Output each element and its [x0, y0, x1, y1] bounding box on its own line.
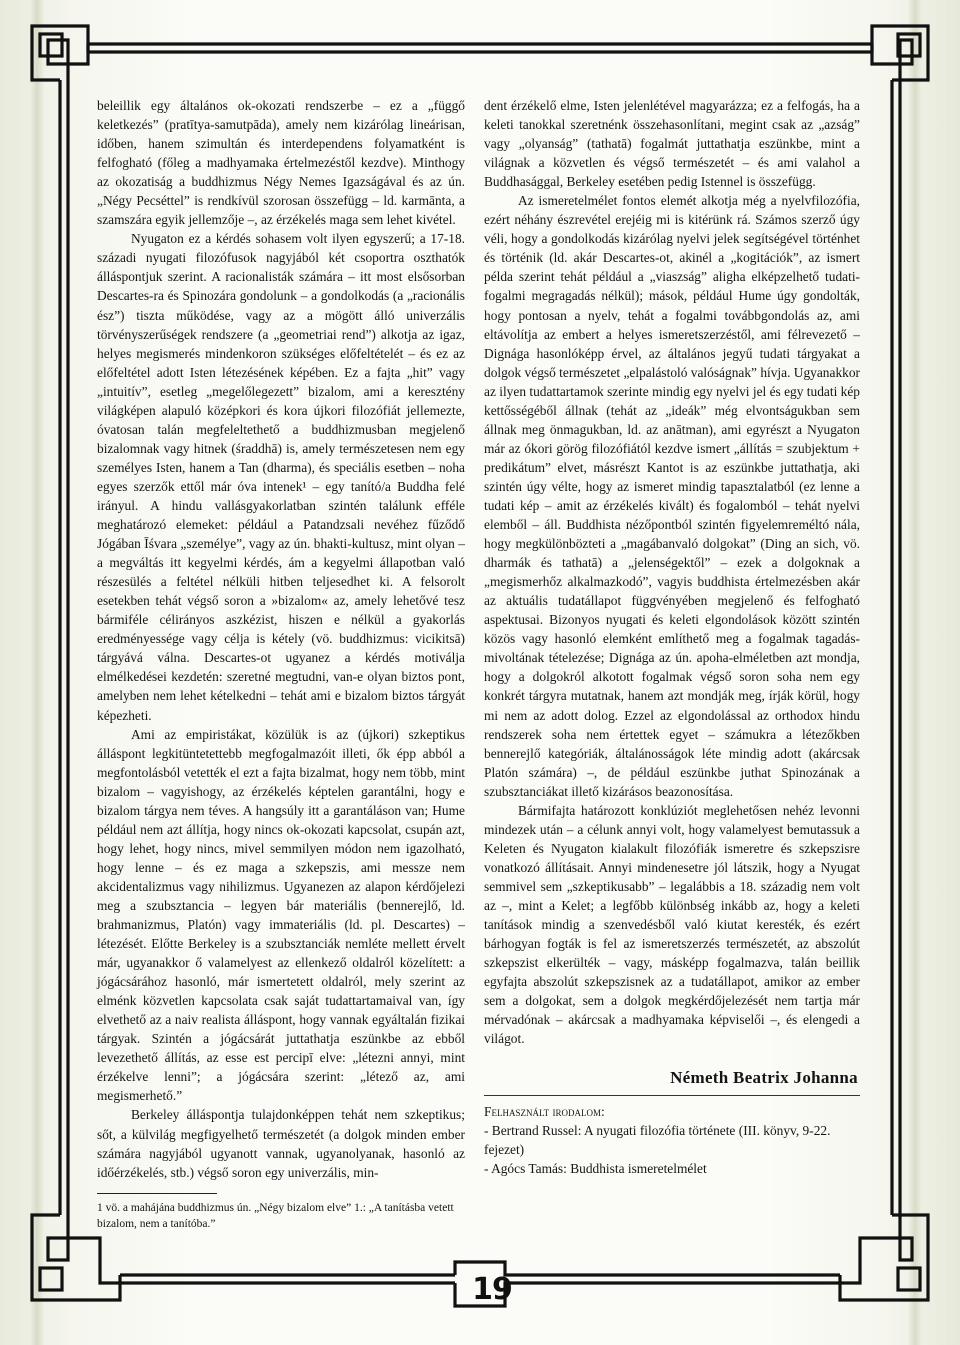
- literature-item: - Agócs Tamás: Buddhista ismeretelmélet: [484, 1161, 707, 1177]
- right-column: [484, 96, 860, 1178]
- left-paragraph-4: Berkeley álláspontja tulajdonképpen tehát nem szkeptikus; sőt, a külvilág megfigyelhető természetét (a dolgok minden ember számára nagyjából ugyanott vannak, ugyanolyanak, hasonló az időérzékelés, stb.) végső soron egy univerzális, min-: [97, 1107, 465, 1180]
- footnote: 1 vö. a mahájána buddhizmus ún. „Négy bizalom elve” 1.: „A tanításba vetett bizalom, nem a tanítóba.”: [97, 1202, 454, 1230]
- page-number: 19: [472, 1272, 512, 1307]
- left-paragraph-1: beleillik egy általános ok-okozati rendszerbe – ez a „függő keletkezés” (pratītya-samutpāda), amely nem kizárólag lineárisan, időben, hanem szimultán és interdependens folyamatként is felfogható (főleg a madhyamaka értelmezéstől kezdve). Minthogy az okozatiság a buddhizmus Négy Nemes Igazságával és az ún. „Négy Pecséttel” is rendkívül szorosan összefügg – ld. karmānta, a szamszára egyik jellemzője –, az érzékelés maga sem lehet kivétel.: [97, 98, 465, 228]
- literature-item: - Bertrand Russel: A nyugati filozófia története (III. könyv, 9-22. fejezet): [484, 1123, 831, 1158]
- left-paragraph-3: Ami az empiristákat, közülük is az (újkori) szkeptikus álláspont legkitüntetettebb megfogalmazóit illeti, ők épp abból a megfontolásból vetették el ezt a fajta bizalmat, hogy nem több, mint bizalom – vagyishogy, az érzékelés képtelen garantálni, hogy e bizalom tárgya nem téves. A hangsúly itt a garantáláson van; Hume például nem azt állítja, hogy nincs ok-okozati kapcsolat, csupán azt, hogy lehet, hogy nincs, mivel semmilyen módon nem igazolható, hogy lenne – és ez maga a szkepszis, ami messze nem akcidentalizmus vagy nihilizmus. Ugyanezen az alapon kérdőjelezi meg a szubsztancia – legyen bár materiális (bennerejlő, ld. brahmanizmus, Platón) vagy immateriális (ld. pl. Descartes) – létezését. Előtte Berkeley is a szubsztanciák nemléte mellett érvelt már, ugyanakkor ő valamelyest az ellenkező oldalról közelített: a jógácsárához hasonló, már ismertetett oldalról, mely szerint az elménk közvetlen kapcsolata csak saját tudattartamaival van, így elvethető az a naiv realista álláspont, hogy vannak egyáltalán fizikai tárgyak. Szintén a jógácsárát juttathatja eszünkbe az ebből levezethető állítás, az esse est percipī elve: „létezni annyi, mint érzékelve lenni”; a jógácsára szerint: „létező az, ami megismerhető.”: [97, 726, 465, 1104]
- footnote-rule: [97, 1193, 217, 1194]
- right-paragraph-2: Az ismeretelmélet fontos elemét alkotja még a nyelvfilozófia, ezért néhány észrevétel erejéig mi is kitérünk rá. Számos szerző úgy véli, hogy a gondolkodás kizárólag nyelvi jelek segítségével történhet és történik (ld. akár Descartes-ot, akinél a „kogitációk”, az ismert példa szerint tehát például a „viaszság” aligha elképzelhető tudati-fogalmi megragadás nélkül); mások, például Hume úgy gondolták, hogy pontosan a nyelv, tehát a fogalmi továbbgondolás az, ami eltávolítja az embert a helyes ismeretszerzéstől, ami félrevezető – Dignága hasonlóképp érvel, az általános jegyű tudati tárgyakat a dolgok végső természetet „elpalástoló valóságnak” hívja. Ugyanakkor az ilyen tudattartamok szerinte mindig egy nyelvi jel és egy tudati kép kettősségéből állnak (tehát az „ideák” még elvontságukban sem állnak meg önmagukban, ld. az anātman), ami egyrészt a Nyugaton már az ókori görög filozófiától kezdve ismert „állítás = szubjektum + predikátum” elvet, másrészt Kantot is az eszünkbe juttathatja, aki szintén úgy vélte, hogy az ismeret mindig tapasztalatból (ez lenne a tudati kép – amit az érzékelés kivált) és fogalomból – tehát nyelvi elemből – áll. Buddhista nézőpontból szintén figyelemreméltó nála, hogy megkülönbözteti a „magábanvaló dolgokat” (Ding an sich, vö. dharmák és tathatā) a „jelenségektől” – ezek a dolgoknak a „megismerhőz alkalmazkodó”, vagyis buddhista értelmezésben akár az aktuális tudatállapot függvényében megjelenő és felfogható aspektusai. Bizonyos nyugati és keleti elgondolások között szintén közös vagy hasonló elemként említhető meg a fogalmak tagadás-mivoltának tételezése; Dignága az ún. apoha-elméletben azt mondja, hogy a dolgokról alkotott fogalmak végső soron soha nem egy konkrét tárgyra mutatnak, hanem azt mondják meg, írják körül, hogy mi nem az adott dolog. Ezzel az elgondolással az orthodox hindu rendszerek soha nem értettek egyet – számukra a létezőkben bennerejlő kategóriák, általánosságok léte mindig adott (akárcsak Platón számára) –, de például eszünkbe juthat Spinozának a szubsztanciákat illető kizárásos beazonosítása.: [484, 193, 860, 799]
- right-paragraph-3: Bármifajta határozott konklúziót meglehetősen nehéz levonni mindezek után – a célunk annyi volt, hogy valamelyest bemutassuk a Keleten és Nyugaton kialakult filozófiák ismeretre és szkepszisre vonatkozó állításait. Annyi mindenesetre jól látszik, hogy a Nyugat semmivel sem „szkeptikusabb” – legalábbis a 18. századig nem volt az –, mint a Kelet; a legfőbb különbség inkább az, hogy a keleti tanítások mindig a szenvedésből való kiutat keresték, és ezért bárhogyan fogták is fel az ismeretszerzés természetét, az abszolút szkepszist elkerülték – vagy, másképp fogalmazva, talán beillik egyfajta abszolút szkepszisnek az a tudatállapot, amikor az ember sem a dolgokat, sem a dolgok megkérdőjelezését nem tartja már mérvadónak – akárcsak a madhyamaka képviselői –, és elengedi a világot.: [484, 802, 860, 1047]
- literature-heading: Felhasznált irodalom:: [484, 1104, 605, 1120]
- left-column: [97, 96, 465, 1182]
- author-rule: [484, 1095, 860, 1096]
- author-name: Németh Beatrix Johanna: [670, 1068, 858, 1088]
- left-paragraph-2: Nyugaton ez a kérdés sohasem volt ilyen egyszerű; a 17-18. századi nyugati filozófusok nagyjából két csoportra oszthatók álláspontjuk szerint. A racionalisták számára – itt most elsősorban Descartes-ra és Spinozára gondolunk – a gondolkodás (a „racionális ész”) tiszta működése, vagy az a mögött álló univerzális törvényszerűségek rendszere (a „geometriai rend”) alkotja az igaz, helyes megismerés mindenkoron szükséges előfeltételét – és ez az előfeltétel adott Isten létezésének képében. Ez a fajta „hit” vagy „intuitív”, esetleg „megelőlegezett” bizalom, ami a keresztény világképen alapuló középkori és kora újkori filozófiát jellemezte, óvatosan talán megfeleltethető a buddhizmusban megjelenő bizalomnak vagy hitnek (śraddhā) is, amely természetesen nem egy személyes Isten, hanem a Tan (dharma), és speciális esetben – noha egyes szerzők ettől már óva intenek¹ – egy tanító/a Buddha felé irányul. A hindu vallásgyakorlatban szintén találunk efféle meghatározó elemeket: például a Patandzsali nevéhez fűződő Jógában Īśvara „személye”, vagy az ún. bhakti-kultusz, mint olyan – a megváltás itt kegyelmi kérdés, ám a kegyelmi állapotban való részesülés a feltétel nélküli hitben teljesedhet ki. A felsorolt esetekben tehát végső soron a »bizalom« az, amely lehetővé tesz bármiféle célirányos aszkézist, hiszen e nélkül a gyakorlás eredményessége vagy célja is kétely (vö. buddhizmus: vicikitsā) tárgyává válna. Descartes-ot ugyanez a kérdés motiválja elmélkedései kezdetén: szeretné megtudni, van-e olyan biztos pont, amelyben nem lehet kételkedni – tehát ami e bizalom biztos tárgyát képezheti.: [97, 231, 465, 723]
- right-paragraph-1: dent érzékelő elme, Isten jelenlétével magyarázza; ez a felfogás, ha a keleti tanokkal szeretnénk összehasonlítani, megint csak az „azság” vagy „olyanság” (tathatā) fogalmát juttathatja eszünkbe, mint a világnak a közvetlen és végső természetét – és ami valahol a Buddhasággal, Berkeley esetében pedig Istennel is összefügg.: [484, 98, 860, 190]
